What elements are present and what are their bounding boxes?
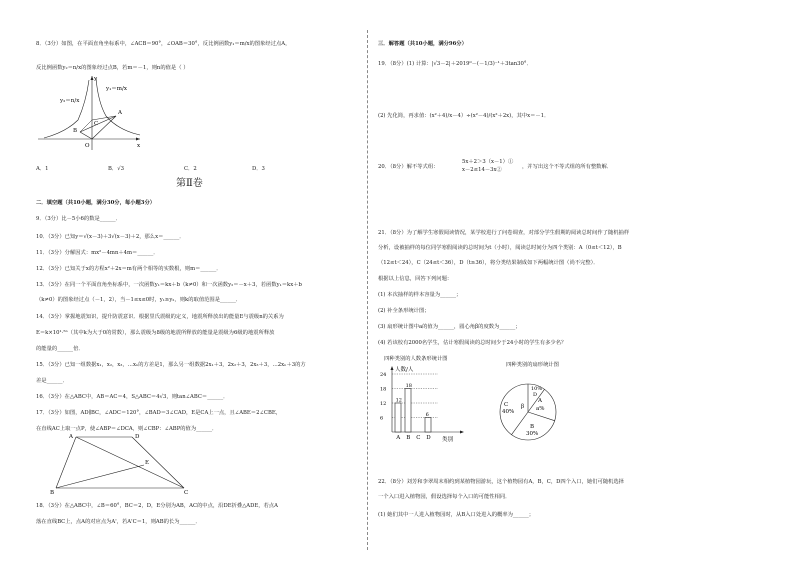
q18-line1: 18．（3分）在△ABC中，∠B＝60°，BC＝2，D，E分别为AB，AC的中点，沿DE折叠△ADE，若点A [36, 503, 278, 509]
label-o: O [85, 143, 90, 149]
q21-part1: (1) 本次抽样的样本容量为______； [378, 292, 462, 298]
segment-ab [56, 437, 76, 488]
bar-category-label-a: A [396, 435, 401, 441]
label-b: B [73, 128, 78, 134]
bar-chart [378, 364, 478, 444]
bar-value-label-b: 18 [405, 383, 412, 389]
q14-line1: 14．（3分）掌握地震知识，提升防震意识．根据里氏震级的定义，地震所释放出的能量E与震级n的关系为 [36, 314, 284, 320]
pie-pct-b: 30% [526, 431, 539, 437]
bar-y-tick-label: 12 [380, 401, 387, 407]
label-y2: y₂＝n/x [60, 98, 80, 104]
label-b: B [50, 490, 55, 494]
q21-part2: (2) 补全条形统计图； [378, 308, 430, 314]
label-y1: y₁＝m/x [106, 86, 127, 92]
x-axis-arrow [136, 138, 140, 141]
q22-line2: 一个入口进入植物园，假设选择每个入口的可能性相同． [378, 494, 511, 500]
bar-y-arrow [391, 366, 394, 370]
segment-bo [80, 132, 92, 139]
label-e: E [145, 460, 150, 466]
bar-a [395, 403, 401, 432]
pie-chart-title: 四种类别的扇形统计图 [506, 362, 559, 368]
q8-line1: 8．（3分）如图，在平面直角坐标系中，∠ACB＝90°，∠OAB＝30°，反比例函数y₁＝m/x的图象经过点A， [36, 41, 291, 47]
segment-dc [132, 437, 184, 488]
bar-y-tick-label: 24 [380, 372, 387, 378]
pie-label-b: B [530, 424, 535, 430]
bar-y-label: 人数/人 [395, 367, 414, 373]
q20-line1: 20．（8分）解不等式组： [378, 164, 439, 170]
pie-pct-c: 40% [502, 409, 515, 415]
q20-system-1: 5x＋2＞3（x－1）① [462, 159, 514, 165]
q15-line2: 差是______． [36, 378, 68, 384]
pie-pct-d: 10% [531, 386, 543, 392]
q19-line2: (2) 先化简，再求值：(x²＋4)/x－4）÷(x²－4)/(x²＋2x)，其中x＝－1． [378, 113, 550, 119]
q12: 12．（3分）已知关于x的方程x²＋2x＝m有两个相等的实数根，则m＝______． [36, 266, 222, 272]
q8-line2: 反比例函数y₂＝n/x的图象经过点B，若m＝－1，则n的值是（ ） [36, 65, 189, 71]
bar-b [405, 389, 411, 433]
label-a: A [69, 434, 73, 440]
q20-line2: ，并写出这个不等式组的所有整数解． [522, 164, 613, 170]
bar-category-label-b: B [406, 435, 411, 441]
q17-line2: 在直线AC上取一点P，使∠ABP＝∠DCA，则∠CBP：∠ABP的值为______． [36, 426, 218, 432]
bar-y-tick-label: 18 [380, 386, 387, 393]
bar-value-label-d: 6 [425, 412, 429, 418]
q22-part1: (1) 她们其中一人进入植物园时，从B入口处进入的概率为______； [378, 512, 535, 518]
pie-label-d: D [533, 392, 538, 398]
label-c: C [94, 121, 99, 127]
bar-y-tick-label: 6 [380, 415, 384, 422]
q18-line2: 落在直线BC上，点A的对应点为A'，若A'C＝1，则AB的长为______． [36, 519, 201, 525]
q9: 9．（3分）比－5小6的数是______． [36, 216, 121, 222]
q22-line1: 22．（8分）刘芳和李翠周末相约到某植物园游玩，这个植物园有A，B，C，D四个入口，她们可随机选择 [378, 479, 624, 485]
q21-part3: (3) 扇形统计图中a的值为______，圆心角β的度数为______； [378, 324, 521, 330]
q13-line2: （k≠0）的图象经过点（－1，2），当－1≤x≤0时，y₁≥y₂，则k的取值范围是______． [36, 297, 242, 303]
q19-line1: 19．（8分）(1) 计算：|√3－2|＋2019⁰－(－1/3)⁻¹＋3tan30°． [378, 61, 532, 67]
label-x-axis: x [137, 143, 141, 149]
q10: 10．（3分）已知y＝√(x－3)＋3√(x－3)＋2，那么x＝______． [36, 234, 185, 240]
q8-option-d: D．3 [252, 166, 265, 172]
pie-pct-a: a% [536, 406, 545, 412]
q11: 11．（3分）分解因式：mx²－4mn＋4m＝______． [36, 250, 159, 256]
label-y-axis: y [94, 76, 98, 82]
q21-line3: （12≤t＜24），C（24≤t＜36），D（t≥36），将分类结果制成如下两幅统计图（尚不完整）． [378, 260, 599, 266]
segment-be [56, 465, 144, 488]
q14-line2: E＝k×10¹·⁵ⁿ（其中k为大于0的常数），那么震级为8级的地震所释放的能量是震级为6级的地震所释放 [36, 330, 275, 336]
q20-system-2: x－2≤14－3x② [462, 167, 502, 173]
q8-option-b: B．√3 [108, 166, 124, 172]
bar-chart-title: 四种类别的人数条形统计图 [384, 356, 448, 362]
q8-figure [36, 72, 146, 152]
section3-heading: 三．解答题（共10小题，满分96分） [378, 41, 467, 47]
column-divider [367, 30, 368, 550]
pie-label-a: A [538, 398, 542, 404]
q21-line1: 21．（8分）为了解学生寒假阅读情况，某学校进行了问卷调查，对部分学生假期的阅读总时间作了随机抽样 [378, 230, 630, 236]
bar-category-label-d: D [426, 435, 431, 441]
pie-chart [488, 372, 578, 456]
bar-d [425, 418, 431, 433]
q16: 16．（3分）在△ABC中，AB＝AC＝4，S△ABC＝4√3，则tan∠ABC＝______． [36, 394, 229, 400]
q17-figure [50, 432, 200, 494]
label-a: A [118, 110, 122, 116]
q17-line1: 17．（3分）如图，AD∥BC，∠ADC＝120°，∠BAD＝3∠CAD，E是CA上一点，且∠ABE＝2∠CBE， [36, 410, 282, 416]
bar-value-label-a: 12 [395, 397, 402, 404]
q8-option-c: C．2 [184, 166, 197, 172]
pie-label-beta: β [521, 404, 525, 410]
q13-line1: 13．（3分）在同一个平面直角坐标系中，一次函数y₁＝kx＋b（k≠0）和一次函数y₂＝－x＋3，若函数y₁＝kx＋b [36, 282, 302, 288]
q14-line3: 的能量的______倍． [36, 346, 84, 352]
q8-option-a: A．1 [36, 166, 49, 172]
bar-x-label: 类别 [442, 437, 454, 443]
q15-line1: 15．（3分）已知一组数据x₁，x₂，x₃，…xₙ的方差是1，那么另一组数据2x₁＋3，2x₂＋3，2x₃＋3，…2xₙ＋3的方 [36, 362, 306, 368]
bar-x-arrow [460, 431, 464, 434]
pie-label-c: C [504, 402, 509, 408]
q21-line2: 分析，设被抽样的每位同学寒假阅读的总时间为t（小时），阅读总时间分为四个类别：A（0≤t＜12），B [378, 245, 622, 251]
curve-y2 [44, 80, 89, 138]
segment-cb [80, 120, 92, 132]
volume-heading: 第Ⅱ卷 [176, 178, 203, 189]
section2-heading: 二．填空题（共10小题，满分30分，每小题3分） [36, 200, 156, 206]
label-d: D [135, 434, 140, 440]
bar-category-label-c: C [416, 435, 421, 441]
segment-ac [76, 437, 184, 488]
label-c: C [184, 490, 189, 494]
q21-line4: 根据以上信息，回答下列问题： [378, 276, 453, 282]
q21-part4: (4) 若该校有2000名学生，估计寒假阅读的总时间少于24小时的学生有多少名？ [378, 340, 567, 346]
